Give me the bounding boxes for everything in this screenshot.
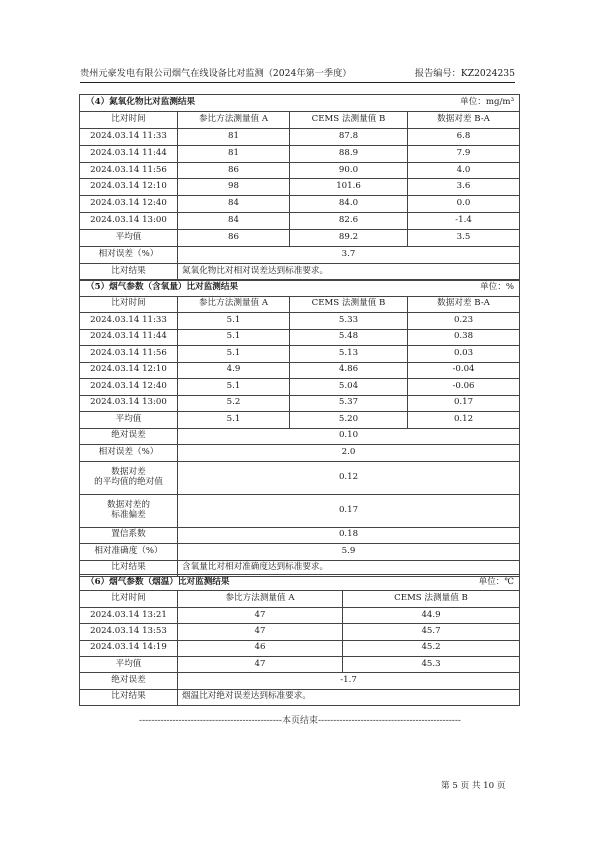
table-cell: 平均值 [80,412,178,429]
table-cell: 3.5 [408,230,520,247]
page-header [80,64,515,83]
temperature-header-row [80,591,520,607]
table-cell: 7.9 [408,145,520,162]
nox-header-row [80,111,520,128]
column-header: 参比方法测量值 A [178,111,290,128]
average-row [80,230,520,247]
nox-title: 单位：mg/m³ （4）氮氧化物比对监测结果 [80,95,520,112]
table-row [80,346,520,363]
table-cell: 86 [178,230,290,247]
row-label: 相对误差（%） [80,247,178,264]
result-text: 含氧量比对相对准确度达到标准要求。 [178,560,520,577]
row-value: 0.17 [178,494,520,527]
table-cell: 45.7 [343,624,520,640]
table-cell: 45.3 [343,656,520,672]
column-header: 比对时间 [80,296,178,313]
table-cell: 2024.03.14 12:10 [80,179,178,196]
table-row [80,362,520,379]
page-number: 第 5 页 共 10 页 [441,781,506,791]
table-cell: 2024.03.14 13:00 [80,395,178,412]
page-end-text: 本页结束 [281,716,318,726]
column-header: CEMS 法测量值 B [290,296,408,313]
table-cell: 5.33 [290,313,408,330]
row-label: 绝对误差 [80,673,178,689]
table-cell: 87.8 [290,128,408,145]
table-row [80,329,520,346]
page-end-line [80,713,520,726]
table-row [80,196,520,213]
stat-row [80,544,520,561]
report-number: 报告编号：KZ2024235 [414,68,515,79]
nox-unit: 单位：mg/m³ [460,97,515,107]
column-header: CEMS 法测量值 B [290,111,408,128]
row-label: 置信系数 [80,527,178,544]
row-label: 数据对差的 标准偏差 [80,494,178,527]
table-cell: -1.4 [408,213,520,230]
table-cell: 5.1 [178,313,290,330]
table-cell: 2024.03.14 14:19 [80,640,178,656]
stat-row [80,445,520,462]
oxygen-table [79,279,520,577]
table-cell: 82.6 [290,213,408,230]
table-cell: 98 [178,179,290,196]
table-cell: 0.17 [408,395,520,412]
row-label: 绝对误差 [80,428,178,445]
table-cell: 3.6 [408,179,520,196]
table-cell: 4.0 [408,162,520,179]
table-cell: 5.48 [290,329,408,346]
result-text: 氮氧化物比对相对误差达到标准要求。 [178,263,520,280]
table-cell: 5.2 [178,395,290,412]
row-value: -1.7 [178,673,520,689]
row-label: 比对结果 [80,689,178,705]
oxygen-unit: 单位：% [480,281,515,292]
table-row [80,640,520,656]
table-cell: 5.1 [178,329,290,346]
absolute-error-row [80,673,520,689]
table-cell: 2024.03.14 11:44 [80,329,178,346]
stat-row [80,461,520,494]
table-row [80,128,520,145]
table-cell: 2024.03.14 12:40 [80,379,178,396]
table-cell: 88.9 [290,145,408,162]
stat-row [80,494,520,527]
stat-row [80,527,520,544]
column-header: 比对时间 [80,111,178,128]
average-row [80,656,520,672]
row-value: 2.0 [178,445,520,462]
stat-row [80,428,520,445]
table-row [80,395,520,412]
table-row [80,379,520,396]
table-cell: 0.0 [408,196,520,213]
dash-line-right: ----------------------------------------------- [318,716,461,726]
table-cell: 6.8 [408,128,520,145]
table-cell: 平均值 [80,656,178,672]
column-header: 数据对差 B-A [408,111,520,128]
relative-error-row [80,247,520,264]
average-row [80,412,520,429]
temperature-table [79,574,520,706]
row-label: 相对误差（%） [80,445,178,462]
table-row [80,179,520,196]
table-cell: 5.1 [178,346,290,363]
row-value: 0.10 [178,428,520,445]
table-cell: 86 [178,162,290,179]
row-value: 5.9 [178,544,520,561]
table-cell: 2024.03.14 13:00 [80,213,178,230]
table-row [80,624,520,640]
table-row [80,213,520,230]
table-row [80,313,520,330]
column-header: 参比方法测量值 A [178,296,290,313]
table-cell: 5.13 [290,346,408,363]
table-cell: 2024.03.14 11:33 [80,128,178,145]
table-cell: 2024.03.14 11:44 [80,145,178,162]
nox-table [79,94,520,281]
table-cell: 44.9 [343,607,520,623]
table-cell: 5.20 [290,412,408,429]
oxygen-title: 单位：% （5）烟气参数（含氧量）比对监测结果 [80,280,520,297]
table-cell: 平均值 [80,230,178,247]
temperature-unit: 单位：℃ [478,576,515,587]
table-cell: 101.6 [290,179,408,196]
table-cell: 81 [178,128,290,145]
temperature-title: 单位：℃ （6）烟气参数（烟温）比对监测结果 [80,575,520,591]
row-value: 3.7 [178,247,520,264]
table-cell: 2024.03.14 13:53 [80,624,178,640]
table-cell: 90.0 [290,162,408,179]
row-label: 数据对差 的平均值的绝对值 [80,461,178,494]
row-label: 比对结果 [80,560,178,577]
table-cell: 5.1 [178,412,290,429]
row-label: 比对结果 [80,263,178,280]
column-header: 数据对差 B-A [408,296,520,313]
table-cell: 45.2 [343,640,520,656]
column-header: 参比方法测量值 A [178,591,343,607]
row-value: 0.18 [178,527,520,544]
result-text: 烟温比对绝对误差达到标准要求。 [178,689,520,705]
table-cell: 47 [178,624,343,640]
table-cell: 2024.03.14 12:10 [80,362,178,379]
result-row [80,689,520,705]
row-value: 0.12 [178,461,520,494]
table-cell: 2024.03.14 11:33 [80,313,178,330]
table-cell: 2024.03.14 13:21 [80,607,178,623]
table-cell: 84 [178,196,290,213]
table-cell: 47 [178,607,343,623]
table-cell: 2024.03.14 11:56 [80,162,178,179]
table-cell: 4.86 [290,362,408,379]
table-cell: 84 [178,213,290,230]
table-cell: -0.06 [408,379,520,396]
table-cell: 0.12 [408,412,520,429]
table-row [80,145,520,162]
result-row [80,263,520,280]
table-cell: 5.1 [178,379,290,396]
table-row [80,162,520,179]
column-header: 比对时间 [80,591,178,607]
table-cell: 84.0 [290,196,408,213]
oxygen-header-row [80,296,520,313]
column-header: CEMS 法测量值 B [343,591,520,607]
table-cell: 46 [178,640,343,656]
report-title: 贵州元豪发电有限公司烟气在线设备比对监测（2024年第一季度） [80,68,352,79]
table-cell: 47 [178,656,343,672]
table-cell: 0.38 [408,329,520,346]
row-label: 相对准确度（%） [80,544,178,561]
table-row [80,607,520,623]
table-cell: 4.9 [178,362,290,379]
table-cell: 2024.03.14 11:56 [80,346,178,363]
table-cell: 0.23 [408,313,520,330]
dash-line-left: ----------------------------------------------- [139,716,282,726]
table-cell: 5.04 [290,379,408,396]
table-cell: 2024.03.14 12:40 [80,196,178,213]
table-cell: 0.03 [408,346,520,363]
table-cell: 5.37 [290,395,408,412]
table-cell: 81 [178,145,290,162]
table-cell: 89.2 [290,230,408,247]
table-cell: -0.04 [408,362,520,379]
